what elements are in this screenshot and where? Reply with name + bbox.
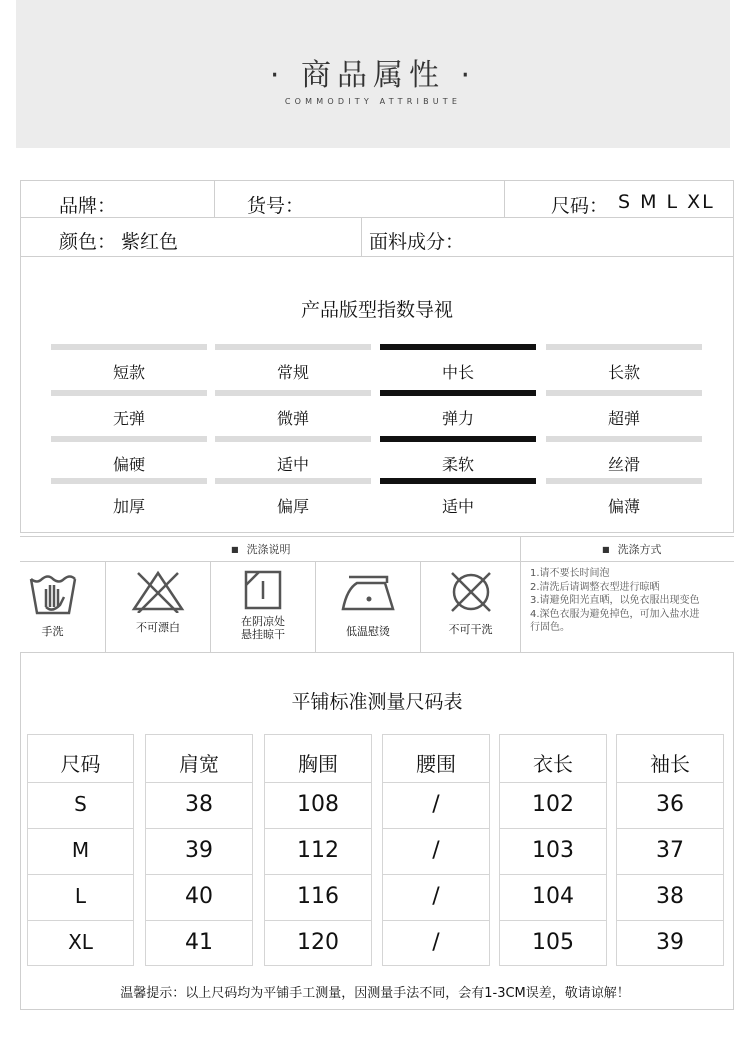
hand-wash-icon [28,569,78,617]
size-row-divider [616,782,724,783]
size-values: S M L XL [618,191,715,213]
size-header-cell: 胸围 [298,752,338,776]
wash-item-shade-dry [211,561,316,652]
fit-index-bar [546,436,702,442]
size-data-cell: 102 [532,792,574,817]
fit-index-title: 产品版型指数导视 [300,299,453,321]
wash-label-shade-dry: 在阴凉处 悬挂晾干 [241,615,285,641]
size-data-cell: 39 [656,930,684,955]
no-bleach-icon [130,569,186,613]
size-data-cell: S [74,792,87,816]
header-banner [16,0,730,148]
size-header-cell: 尺码 [60,752,101,776]
size-row-divider [616,874,724,875]
size-note: 温馨提示：以上尺码均为平铺手工测量，因测量手法不同，会有1-3CM误差，敬请谅解！ [120,986,630,1001]
size-data-cell: 103 [532,838,574,863]
size-data-cell: 36 [656,792,684,817]
fit-index-option: 弹力 [441,409,474,428]
wash-item-low-iron [316,561,421,652]
fit-index-option: 偏硬 [112,455,145,474]
fit-index-bar-selected [380,436,536,442]
fit-index-bar-selected [380,390,536,396]
fit-index-option: 长款 [607,363,640,382]
size-data-cell: 112 [297,838,339,863]
color-label: 颜色： [59,231,117,253]
fit-index-option: 适中 [276,455,309,474]
size-data-cell: XL [68,930,93,954]
size-data-cell: 116 [297,884,339,909]
brand-label: 品牌： [59,195,117,217]
size-row-divider [264,874,372,875]
fit-index-bar-selected [380,478,536,484]
fit-index-option: 无弹 [112,409,145,428]
size-data-cell: 38 [185,792,213,817]
wash-notes [530,567,700,635]
fit-index-bar [546,390,702,396]
size-data-cell: M [71,838,90,862]
fit-index-bar [546,344,702,350]
size-data-cell: 38 [656,884,684,909]
size-row-divider [382,828,490,829]
color-value: 紫红色 [121,231,179,253]
wash-note: 行固色。 [530,622,570,633]
size-header-cell: 腰围 [416,752,456,776]
size-row-divider [264,920,372,921]
fit-index-option: 适中 [441,497,474,516]
size-row-divider [382,920,490,921]
fit-index-bar [215,390,371,396]
size-data-cell: / [432,792,440,817]
size-data-cell: / [432,930,440,955]
wash-instructions-header: ■ 洗涤说明 [231,541,291,557]
fit-index-option: 超弹 [607,409,640,428]
size-row-divider [499,828,607,829]
low-iron-icon [339,569,397,613]
item-number-label: 货号： [247,195,305,217]
wash-method-header: ■ 洗涤方式 [602,541,662,557]
size-data-cell: 105 [532,930,574,955]
size-data-cell: 104 [532,884,574,909]
size-row-divider [27,874,134,875]
size-row-divider [499,874,607,875]
wash-label-no-bleach: 不可漂白 [136,621,180,634]
size-header-cell: 衣长 [533,752,573,776]
fit-index-option: 偏厚 [276,497,309,516]
fit-index-option: 中长 [441,363,474,382]
size-row-divider [499,920,607,921]
attribute-table [20,180,734,533]
fit-index-bar [51,436,207,442]
fit-index-bar [215,344,371,350]
size-row-divider [382,874,490,875]
size-row-divider [264,828,372,829]
size-data-cell: 40 [185,884,213,909]
page-subtitle: COMMODITY ATTRIBUTE [284,97,462,106]
size-row-divider [499,782,607,783]
fit-index-option: 常规 [276,363,309,382]
wash-note: 3.请避免阳光直晒，以免衣服出现变色 [530,595,700,606]
fit-index-bar [546,478,702,484]
fit-index-option: 丝滑 [607,455,640,474]
size-header-cell: 袖长 [650,752,690,776]
size-row-divider [145,828,253,829]
size-data-cell: 108 [297,792,339,817]
fit-index-option: 短款 [112,363,145,382]
size-row-divider [27,782,134,783]
wash-item-hand-wash [0,561,106,652]
fit-index-bar [51,390,207,396]
fit-index-bar [215,478,371,484]
fit-index-bar [51,344,207,350]
fit-index-option: 微弹 [276,409,309,428]
wash-label-no-dry-clean: 不可干洗 [448,623,493,636]
fit-index-bar-selected [380,344,536,350]
wash-label-hand-wash: 手洗 [41,625,64,638]
size-chart-title: 平铺标准测量尺码表 [291,691,463,713]
fit-index-bar [215,436,371,442]
size-data-cell: 39 [185,838,213,863]
size-data-cell: 120 [297,930,339,955]
size-row-divider [616,920,724,921]
size-row-divider [27,920,134,921]
fit-index-option: 柔软 [441,455,474,474]
size-data-cell: 41 [185,930,213,955]
wash-note: 2.清洗后请调整衣型进行晾晒 [530,581,660,593]
size-row-divider [27,828,134,829]
no-dry-clean-icon [447,569,495,615]
size-row-divider [145,920,253,921]
fit-index-option: 加厚 [112,497,145,516]
size-data-cell: L [74,884,87,908]
size-row-divider [382,782,490,783]
size-data-cell: / [432,838,440,863]
fit-index-option: 偏薄 [607,497,640,516]
wash-label-low-iron: 低温慰烫 [346,625,390,638]
wash-note: 4.深色衣服为避免掉色，可加入盐水进 [530,608,700,620]
size-label: 尺码： [551,195,609,217]
fabric-label: 面料成分： [369,231,465,253]
fit-index-bar [51,478,207,484]
size-row-divider [145,874,253,875]
wash-item-no-bleach [106,561,211,652]
wash-item-no-dry-clean [421,561,520,652]
wash-note: 1.请不要长时间泡 [530,568,610,579]
size-row-divider [616,828,724,829]
shade-hang-dry-icon [243,569,283,611]
page-title: · 商品属性 · [269,58,477,93]
size-data-cell: 37 [656,838,684,863]
size-row-divider [145,782,253,783]
size-header-cell: 肩宽 [179,752,219,776]
size-data-cell: / [432,884,440,909]
size-row-divider [264,782,372,783]
